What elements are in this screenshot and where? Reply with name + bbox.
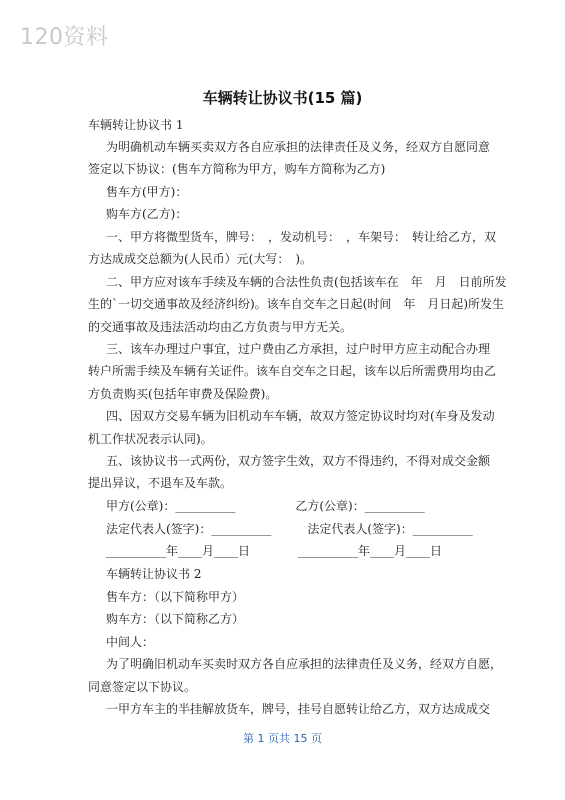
paragraph-line: 二、甲方应对该车手续及车辆的合法性负责(包括该车在 年 月 日前所发 bbox=[106, 275, 507, 289]
paragraph-line: 机工作状况表示认同)。 bbox=[88, 432, 213, 446]
section-heading: 车辆转让协议书 1 bbox=[88, 118, 184, 132]
paragraph-line: 购车方：（以下简称乙方） bbox=[106, 612, 245, 626]
paragraph-line: 四、因双方交易车辆为旧机动车车辆，故双方签定协议时均对(车身及发动 bbox=[106, 409, 495, 423]
paragraph-line: 五、该协议书一式两份，双方签字生效，双方不得违约，不得对成交金额 bbox=[106, 454, 491, 468]
paragraph-line: 一甲方车主的半挂解放货车，牌号，挂号自愿转让给乙方，双方达成成交 bbox=[106, 702, 491, 716]
paragraph-line: 的交通事故及违法活动均由乙方负责与甲方无关。 bbox=[88, 320, 353, 334]
signature-line: 甲方(公章)：__________ 乙方(公章)：__________ bbox=[106, 499, 425, 513]
paragraph-line: 方达成成交总额为(人民币）元(大写： )。 bbox=[88, 252, 313, 266]
paragraph-line: 售车方(甲方)： bbox=[106, 185, 188, 199]
document-title: 车辆转让协议书(15 篇) bbox=[202, 89, 363, 107]
paragraph-line: 转户所需手续及车辆有关证件。该车自交车之日起，该车以后所需费用均由乙 bbox=[88, 364, 497, 378]
paragraph-line: 提出异议，不退车及车款。 bbox=[88, 476, 233, 490]
signature-line: 法定代表人(签字)：__________ 法定代表人(签字)：__________ bbox=[106, 522, 473, 536]
paragraph-line: 三、该车办理过户事宜，过户费由乙方承担，过户时甲方应主动配合办理 bbox=[106, 342, 491, 356]
paragraph-line: 售车方：（以下简称甲方） bbox=[106, 590, 245, 604]
paragraph-line: 一、甲方将微型货车，牌号： ，发动机号： ，车架号： 转让给乙方，双 bbox=[106, 230, 497, 244]
paragraph-line: 同意签定以下协议。 bbox=[88, 680, 197, 694]
paragraph-line: 为了明确旧机动车买卖时双方各自应承担的法律责任及义务，经双方自愿， bbox=[106, 657, 503, 671]
section-heading: 车辆转让协议书 2 bbox=[106, 567, 202, 581]
page-footer: 第 1 页共 15 页 bbox=[243, 732, 322, 745]
paragraph-line: 生的`一切交通事故及经济纠纷)。该车自交车之日起(时间 年 月日起)所发生 bbox=[88, 297, 505, 311]
paragraph-line: 方负责购买(包括年审费及保险费)。 bbox=[88, 387, 278, 401]
paragraph-line: 中间人： bbox=[106, 635, 155, 649]
paragraph-line: 为明确机动车辆买卖双方各自应承担的法律责任及义务，经双方自愿同意 bbox=[106, 140, 491, 154]
watermark: 120资料 bbox=[20, 25, 109, 50]
paragraph-line: 购车方(乙方)： bbox=[106, 207, 188, 221]
date-line: __________年____月____日 __________年____月____日 bbox=[106, 544, 443, 558]
paragraph-line: 签定以下协议：(售车方简称为甲方，购车方简称为乙方) bbox=[88, 162, 386, 176]
